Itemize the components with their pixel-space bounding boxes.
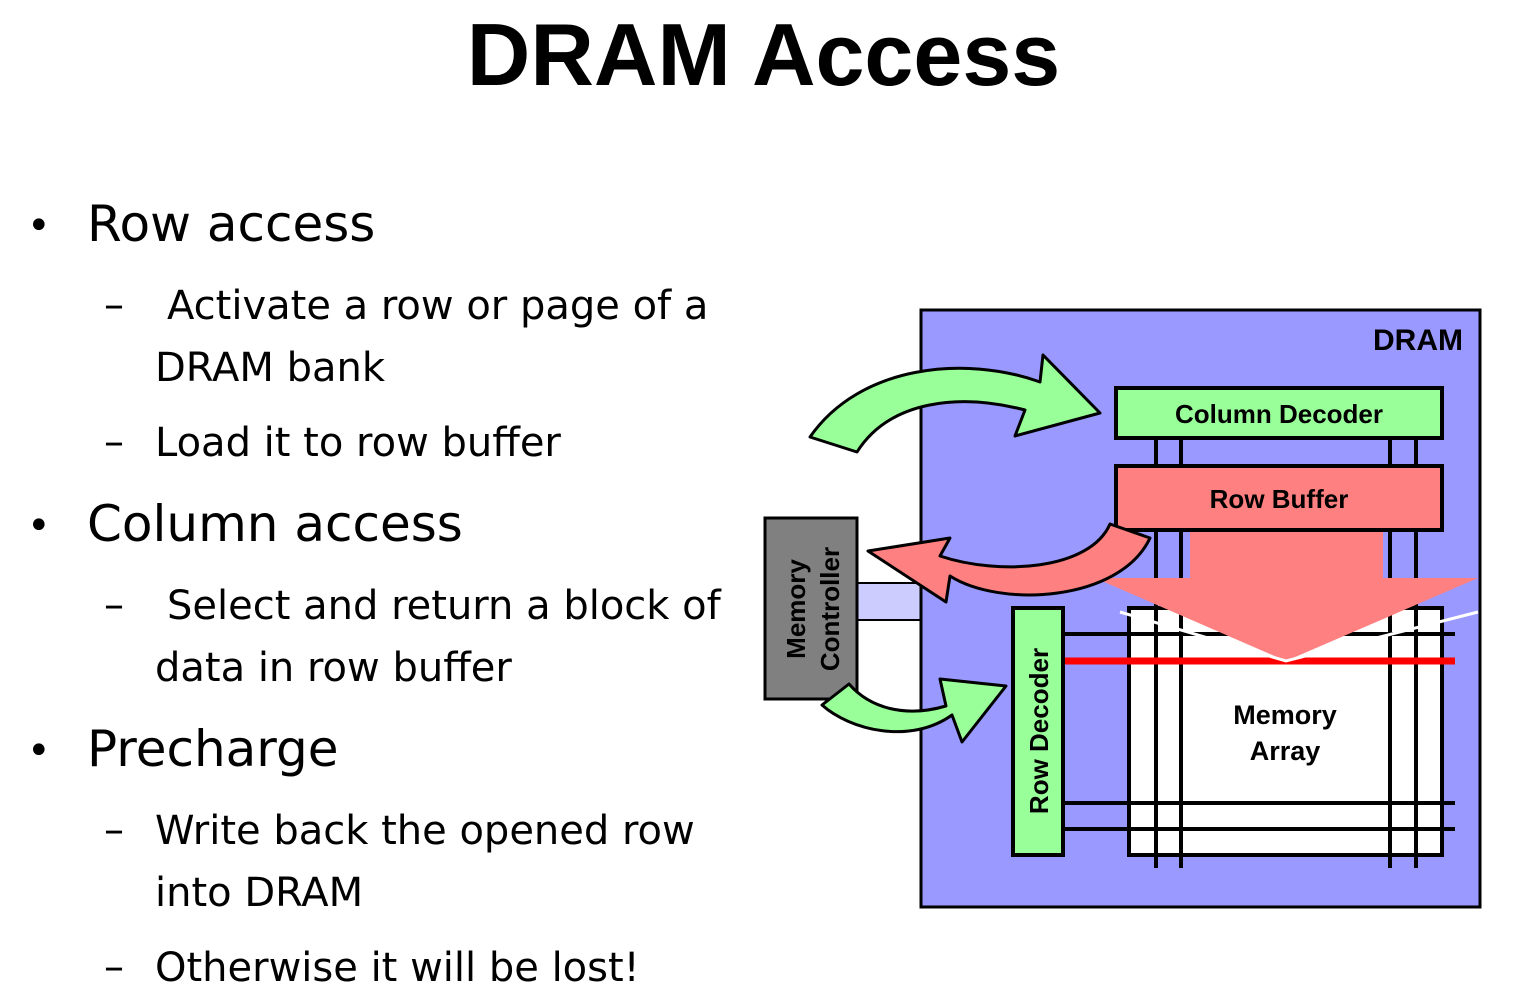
sub-activate-row-line1: Activate a row or page of a — [167, 283, 709, 329]
dash-marker: – — [104, 944, 124, 990]
sub-otherwise-lost: Otherwise it will be lost! — [155, 945, 640, 991]
dash-marker: – — [104, 282, 124, 328]
dash-marker: – — [104, 807, 124, 853]
row-decoder-label: Row Decoder — [1024, 647, 1054, 815]
bullet-column-access: Column access — [87, 495, 463, 553]
sub-write-back-line1: Write back the opened row — [155, 808, 695, 854]
slide-title: DRAM Access — [466, 5, 1061, 104]
bullet-row-access: Row access — [87, 195, 376, 253]
memory-controller-label-line2: Controller — [815, 546, 845, 672]
memory-controller-label-line1: Memory — [781, 559, 811, 659]
dram-label: DRAM — [1373, 324, 1463, 357]
sub-activate-row-line2: DRAM bank — [155, 345, 385, 391]
sub-select-block-line2: data in row buffer — [155, 645, 512, 691]
dash-marker: – — [104, 582, 124, 628]
controller-bus — [855, 583, 923, 620]
dash-marker: – — [104, 419, 124, 465]
bullet-dot: • — [27, 503, 51, 549]
sub-load-row-buffer: Load it to row buffer — [155, 420, 561, 466]
memory-array-label-line1: Memory — [1233, 700, 1337, 730]
bullet-dot: • — [27, 203, 51, 249]
column-decoder-label: Column Decoder — [1174, 399, 1384, 429]
sub-write-back-line2: into DRAM — [155, 870, 364, 916]
sub-select-block-line1: Select and return a block of — [167, 583, 721, 629]
bullet-dot: • — [27, 728, 51, 774]
memory-array-label-line2: Array — [1249, 736, 1321, 766]
row-buffer-label: Row Buffer — [1209, 484, 1349, 514]
bullet-precharge: Precharge — [87, 720, 339, 778]
